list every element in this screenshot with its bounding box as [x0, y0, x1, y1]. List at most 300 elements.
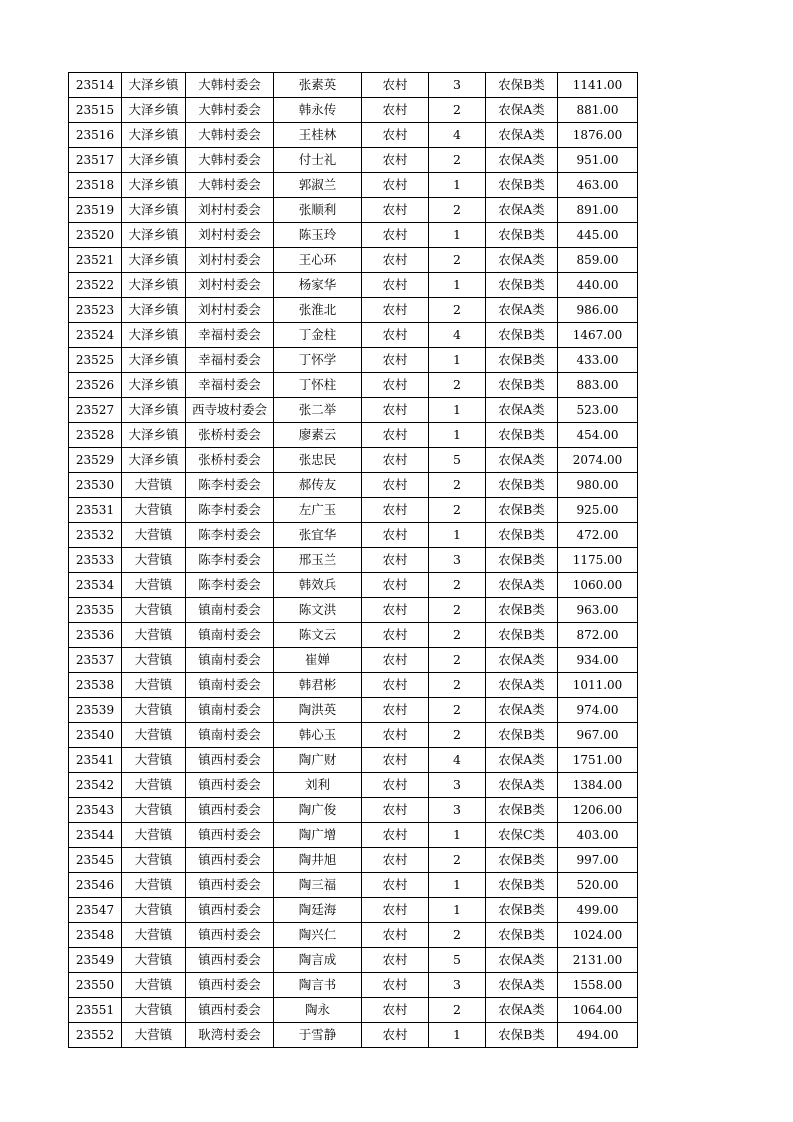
person-name-cell: 刘利 [274, 773, 362, 798]
insurance-category-cell: 农保B类 [486, 323, 558, 348]
record-id-cell: 23539 [69, 698, 122, 723]
amount-cell: 934.00 [558, 648, 638, 673]
insurance-category-cell: 农保A类 [486, 773, 558, 798]
record-id-cell: 23545 [69, 848, 122, 873]
family-size-cell: 3 [429, 798, 486, 823]
family-size-cell: 3 [429, 548, 486, 573]
village-committee-cell: 镇西村委会 [186, 748, 274, 773]
family-size-cell: 2 [429, 648, 486, 673]
village-committee-cell: 镇南村委会 [186, 648, 274, 673]
family-size-cell: 1 [429, 423, 486, 448]
person-name-cell: 张二举 [274, 398, 362, 423]
record-id-cell: 23537 [69, 648, 122, 673]
table-row [69, 873, 638, 898]
table-row [69, 123, 638, 148]
household-type-cell: 农村 [362, 473, 429, 498]
table-row [69, 673, 638, 698]
family-size-cell: 1 [429, 173, 486, 198]
amount-cell: 1384.00 [558, 773, 638, 798]
township-cell: 大营镇 [122, 573, 186, 598]
township-cell: 大泽乡镇 [122, 123, 186, 148]
table-row [69, 148, 638, 173]
village-committee-cell: 刘村村委会 [186, 223, 274, 248]
village-committee-cell: 镇西村委会 [186, 948, 274, 973]
person-name-cell: 韩君彬 [274, 673, 362, 698]
household-type-cell: 农村 [362, 623, 429, 648]
amount-cell: 1011.00 [558, 673, 638, 698]
household-type-cell: 农村 [362, 223, 429, 248]
village-committee-cell: 张桥村委会 [186, 448, 274, 473]
amount-cell: 1206.00 [558, 798, 638, 823]
household-type-cell: 农村 [362, 848, 429, 873]
amount-cell: 967.00 [558, 723, 638, 748]
record-id-cell: 23547 [69, 898, 122, 923]
village-committee-cell: 陈李村委会 [186, 498, 274, 523]
amount-cell: 1558.00 [558, 973, 638, 998]
family-size-cell: 3 [429, 973, 486, 998]
household-type-cell: 农村 [362, 773, 429, 798]
record-id-cell: 23527 [69, 398, 122, 423]
insurance-category-cell: 农保B类 [486, 798, 558, 823]
insurance-category-cell: 农保B类 [486, 848, 558, 873]
amount-cell: 1751.00 [558, 748, 638, 773]
village-committee-cell: 镇西村委会 [186, 873, 274, 898]
village-committee-cell: 镇西村委会 [186, 973, 274, 998]
amount-cell: 454.00 [558, 423, 638, 448]
person-name-cell: 张宜华 [274, 523, 362, 548]
insurance-category-cell: 农保B类 [486, 923, 558, 948]
household-type-cell: 农村 [362, 798, 429, 823]
family-size-cell: 1 [429, 873, 486, 898]
family-size-cell: 4 [429, 748, 486, 773]
household-type-cell: 农村 [362, 398, 429, 423]
person-name-cell: 陶广增 [274, 823, 362, 848]
insurance-category-cell: 农保A类 [486, 98, 558, 123]
village-committee-cell: 镇南村委会 [186, 623, 274, 648]
family-size-cell: 1 [429, 823, 486, 848]
family-size-cell: 2 [429, 248, 486, 273]
village-committee-cell: 镇西村委会 [186, 798, 274, 823]
insurance-category-cell: 农保A类 [486, 398, 558, 423]
amount-cell: 986.00 [558, 298, 638, 323]
table-row [69, 748, 638, 773]
insurance-category-cell: 农保B类 [486, 73, 558, 98]
person-name-cell: 王心环 [274, 248, 362, 273]
insurance-category-cell: 农保A类 [486, 948, 558, 973]
amount-cell: 883.00 [558, 373, 638, 398]
insurance-category-cell: 农保B类 [486, 548, 558, 573]
record-id-cell: 23518 [69, 173, 122, 198]
record-id-cell: 23529 [69, 448, 122, 473]
household-type-cell: 农村 [362, 973, 429, 998]
table-row [69, 173, 638, 198]
family-size-cell: 4 [429, 123, 486, 148]
township-cell: 大泽乡镇 [122, 373, 186, 398]
person-name-cell: 郭淑兰 [274, 173, 362, 198]
household-type-cell: 农村 [362, 948, 429, 973]
table-row [69, 198, 638, 223]
record-id-cell: 23541 [69, 748, 122, 773]
table-row [69, 823, 638, 848]
household-type-cell: 农村 [362, 698, 429, 723]
record-id-cell: 23548 [69, 923, 122, 948]
person-name-cell: 陶廷海 [274, 898, 362, 923]
table-row [69, 648, 638, 673]
township-cell: 大营镇 [122, 873, 186, 898]
family-size-cell: 3 [429, 73, 486, 98]
township-cell: 大泽乡镇 [122, 98, 186, 123]
record-id-cell: 23522 [69, 273, 122, 298]
family-size-cell: 5 [429, 448, 486, 473]
amount-cell: 499.00 [558, 898, 638, 923]
township-cell: 大泽乡镇 [122, 423, 186, 448]
village-committee-cell: 镇南村委会 [186, 598, 274, 623]
household-type-cell: 农村 [362, 348, 429, 373]
amount-cell: 980.00 [558, 473, 638, 498]
record-id-cell: 23531 [69, 498, 122, 523]
person-name-cell: 陶三福 [274, 873, 362, 898]
amount-cell: 1060.00 [558, 573, 638, 598]
family-size-cell: 1 [429, 898, 486, 923]
records-table-body [69, 73, 638, 1048]
insurance-category-cell: 农保A类 [486, 148, 558, 173]
table-row [69, 723, 638, 748]
village-committee-cell: 陈李村委会 [186, 523, 274, 548]
village-committee-cell: 幸福村委会 [186, 323, 274, 348]
township-cell: 大泽乡镇 [122, 248, 186, 273]
township-cell: 大营镇 [122, 973, 186, 998]
township-cell: 大泽乡镇 [122, 448, 186, 473]
person-name-cell: 陈文洪 [274, 598, 362, 623]
record-id-cell: 23523 [69, 298, 122, 323]
household-type-cell: 农村 [362, 448, 429, 473]
family-size-cell: 1 [429, 273, 486, 298]
person-name-cell: 张忠民 [274, 448, 362, 473]
household-type-cell: 农村 [362, 298, 429, 323]
family-size-cell: 2 [429, 573, 486, 598]
township-cell: 大营镇 [122, 748, 186, 773]
household-type-cell: 农村 [362, 723, 429, 748]
village-committee-cell: 镇西村委会 [186, 773, 274, 798]
household-type-cell: 农村 [362, 598, 429, 623]
record-id-cell: 23540 [69, 723, 122, 748]
table-row [69, 898, 638, 923]
record-id-cell: 23538 [69, 673, 122, 698]
household-type-cell: 农村 [362, 423, 429, 448]
township-cell: 大营镇 [122, 823, 186, 848]
record-id-cell: 23551 [69, 998, 122, 1023]
amount-cell: 974.00 [558, 698, 638, 723]
person-name-cell: 丁怀学 [274, 348, 362, 373]
household-type-cell: 农村 [362, 123, 429, 148]
family-size-cell: 1 [429, 223, 486, 248]
records-table [68, 72, 638, 1048]
family-size-cell: 2 [429, 623, 486, 648]
household-type-cell: 农村 [362, 498, 429, 523]
table-row [69, 398, 638, 423]
township-cell: 大营镇 [122, 523, 186, 548]
household-type-cell: 农村 [362, 98, 429, 123]
amount-cell: 891.00 [558, 198, 638, 223]
record-id-cell: 23519 [69, 198, 122, 223]
township-cell: 大营镇 [122, 923, 186, 948]
table-row [69, 223, 638, 248]
amount-cell: 520.00 [558, 873, 638, 898]
amount-cell: 403.00 [558, 823, 638, 848]
person-name-cell: 张顺利 [274, 198, 362, 223]
table-row [69, 948, 638, 973]
township-cell: 大营镇 [122, 548, 186, 573]
record-id-cell: 23524 [69, 323, 122, 348]
township-cell: 大泽乡镇 [122, 348, 186, 373]
person-name-cell: 崔婵 [274, 648, 362, 673]
insurance-category-cell: 农保B类 [486, 1023, 558, 1048]
village-committee-cell: 大韩村委会 [186, 98, 274, 123]
insurance-category-cell: 农保A类 [486, 698, 558, 723]
record-id-cell: 23534 [69, 573, 122, 598]
person-name-cell: 陶洪英 [274, 698, 362, 723]
family-size-cell: 1 [429, 398, 486, 423]
township-cell: 大泽乡镇 [122, 273, 186, 298]
township-cell: 大泽乡镇 [122, 223, 186, 248]
person-name-cell: 陶广财 [274, 748, 362, 773]
township-cell: 大泽乡镇 [122, 148, 186, 173]
family-size-cell: 2 [429, 698, 486, 723]
household-type-cell: 农村 [362, 248, 429, 273]
township-cell: 大泽乡镇 [122, 173, 186, 198]
table-row [69, 498, 638, 523]
table-row [69, 348, 638, 373]
amount-cell: 2131.00 [558, 948, 638, 973]
village-committee-cell: 幸福村委会 [186, 348, 274, 373]
table-row [69, 698, 638, 723]
record-id-cell: 23521 [69, 248, 122, 273]
person-name-cell: 王桂林 [274, 123, 362, 148]
family-size-cell: 5 [429, 948, 486, 973]
insurance-category-cell: 农保B类 [486, 498, 558, 523]
family-size-cell: 2 [429, 373, 486, 398]
household-type-cell: 农村 [362, 198, 429, 223]
township-cell: 大营镇 [122, 848, 186, 873]
village-committee-cell: 刘村村委会 [186, 198, 274, 223]
amount-cell: 925.00 [558, 498, 638, 523]
table-row [69, 298, 638, 323]
village-committee-cell: 镇西村委会 [186, 823, 274, 848]
amount-cell: 463.00 [558, 173, 638, 198]
insurance-category-cell: 农保B类 [486, 598, 558, 623]
table-row [69, 248, 638, 273]
family-size-cell: 2 [429, 473, 486, 498]
person-name-cell: 张淮北 [274, 298, 362, 323]
insurance-category-cell: 农保B类 [486, 723, 558, 748]
insurance-category-cell: 农保B类 [486, 523, 558, 548]
amount-cell: 963.00 [558, 598, 638, 623]
village-committee-cell: 陈李村委会 [186, 473, 274, 498]
table-row [69, 798, 638, 823]
insurance-category-cell: 农保A类 [486, 123, 558, 148]
amount-cell: 445.00 [558, 223, 638, 248]
table-row [69, 598, 638, 623]
record-id-cell: 23552 [69, 1023, 122, 1048]
household-type-cell: 农村 [362, 673, 429, 698]
household-type-cell: 农村 [362, 148, 429, 173]
record-id-cell: 23516 [69, 123, 122, 148]
household-type-cell: 农村 [362, 1023, 429, 1048]
township-cell: 大营镇 [122, 773, 186, 798]
amount-cell: 1064.00 [558, 998, 638, 1023]
village-committee-cell: 镇南村委会 [186, 723, 274, 748]
village-committee-cell: 镇西村委会 [186, 898, 274, 923]
amount-cell: 872.00 [558, 623, 638, 648]
insurance-category-cell: 农保B类 [486, 373, 558, 398]
township-cell: 大营镇 [122, 498, 186, 523]
amount-cell: 2074.00 [558, 448, 638, 473]
household-type-cell: 农村 [362, 173, 429, 198]
table-row [69, 323, 638, 348]
household-type-cell: 农村 [362, 73, 429, 98]
person-name-cell: 丁金柱 [274, 323, 362, 348]
amount-cell: 1876.00 [558, 123, 638, 148]
insurance-category-cell: 农保A类 [486, 573, 558, 598]
township-cell: 大营镇 [122, 798, 186, 823]
amount-cell: 859.00 [558, 248, 638, 273]
amount-cell: 472.00 [558, 523, 638, 548]
insurance-category-cell: 农保A类 [486, 448, 558, 473]
record-id-cell: 23532 [69, 523, 122, 548]
township-cell: 大营镇 [122, 648, 186, 673]
insurance-category-cell: 农保B类 [486, 873, 558, 898]
record-id-cell: 23514 [69, 73, 122, 98]
family-size-cell: 2 [429, 148, 486, 173]
household-type-cell: 农村 [362, 323, 429, 348]
village-committee-cell: 西寺坡村委会 [186, 398, 274, 423]
insurance-category-cell: 农保A类 [486, 648, 558, 673]
amount-cell: 1175.00 [558, 548, 638, 573]
amount-cell: 1141.00 [558, 73, 638, 98]
person-name-cell: 廖素云 [274, 423, 362, 448]
township-cell: 大营镇 [122, 1023, 186, 1048]
amount-cell: 523.00 [558, 398, 638, 423]
family-size-cell: 2 [429, 498, 486, 523]
insurance-category-cell: 农保B类 [486, 473, 558, 498]
village-committee-cell: 大韩村委会 [186, 173, 274, 198]
insurance-category-cell: 农保B类 [486, 623, 558, 648]
village-committee-cell: 大韩村委会 [186, 148, 274, 173]
person-name-cell: 左广玉 [274, 498, 362, 523]
household-type-cell: 农村 [362, 573, 429, 598]
village-committee-cell: 镇南村委会 [186, 698, 274, 723]
township-cell: 大营镇 [122, 473, 186, 498]
record-id-cell: 23536 [69, 623, 122, 648]
family-size-cell: 2 [429, 598, 486, 623]
person-name-cell: 付士礼 [274, 148, 362, 173]
record-id-cell: 23528 [69, 423, 122, 448]
person-name-cell: 陈玉玲 [274, 223, 362, 248]
village-committee-cell: 张桥村委会 [186, 423, 274, 448]
household-type-cell: 农村 [362, 923, 429, 948]
township-cell: 大泽乡镇 [122, 298, 186, 323]
table-row [69, 523, 638, 548]
record-id-cell: 23526 [69, 373, 122, 398]
insurance-category-cell: 农保B类 [486, 898, 558, 923]
insurance-category-cell: 农保B类 [486, 423, 558, 448]
table-row [69, 998, 638, 1023]
township-cell: 大泽乡镇 [122, 398, 186, 423]
village-committee-cell: 陈李村委会 [186, 548, 274, 573]
record-id-cell: 23544 [69, 823, 122, 848]
family-size-cell: 2 [429, 998, 486, 1023]
table-row [69, 548, 638, 573]
insurance-category-cell: 农保A类 [486, 673, 558, 698]
township-cell: 大营镇 [122, 598, 186, 623]
amount-cell: 433.00 [558, 348, 638, 373]
insurance-category-cell: 农保B类 [486, 273, 558, 298]
insurance-category-cell: 农保A类 [486, 298, 558, 323]
amount-cell: 997.00 [558, 848, 638, 873]
record-id-cell: 23542 [69, 773, 122, 798]
township-cell: 大泽乡镇 [122, 198, 186, 223]
record-id-cell: 23515 [69, 98, 122, 123]
insurance-category-cell: 农保A类 [486, 248, 558, 273]
township-cell: 大营镇 [122, 998, 186, 1023]
township-cell: 大营镇 [122, 723, 186, 748]
table-row [69, 623, 638, 648]
person-name-cell: 陶永 [274, 998, 362, 1023]
family-size-cell: 2 [429, 298, 486, 323]
record-id-cell: 23520 [69, 223, 122, 248]
family-size-cell: 1 [429, 1023, 486, 1048]
record-id-cell: 23533 [69, 548, 122, 573]
person-name-cell: 张素英 [274, 73, 362, 98]
family-size-cell: 1 [429, 523, 486, 548]
family-size-cell: 2 [429, 198, 486, 223]
village-committee-cell: 大韩村委会 [186, 73, 274, 98]
table-row [69, 73, 638, 98]
record-id-cell: 23543 [69, 798, 122, 823]
table-row [69, 473, 638, 498]
family-size-cell: 4 [429, 323, 486, 348]
person-name-cell: 韩效兵 [274, 573, 362, 598]
record-id-cell: 23546 [69, 873, 122, 898]
person-name-cell: 韩心玉 [274, 723, 362, 748]
record-id-cell: 23549 [69, 948, 122, 973]
family-size-cell: 3 [429, 773, 486, 798]
table-row [69, 848, 638, 873]
household-type-cell: 农村 [362, 873, 429, 898]
township-cell: 大泽乡镇 [122, 323, 186, 348]
table-row [69, 773, 638, 798]
household-type-cell: 农村 [362, 898, 429, 923]
table-row [69, 98, 638, 123]
amount-cell: 1024.00 [558, 923, 638, 948]
record-id-cell: 23530 [69, 473, 122, 498]
village-committee-cell: 镇西村委会 [186, 923, 274, 948]
person-name-cell: 郝传友 [274, 473, 362, 498]
family-size-cell: 2 [429, 848, 486, 873]
record-id-cell: 23525 [69, 348, 122, 373]
person-name-cell: 于雪静 [274, 1023, 362, 1048]
township-cell: 大泽乡镇 [122, 73, 186, 98]
township-cell: 大营镇 [122, 698, 186, 723]
village-committee-cell: 大韩村委会 [186, 123, 274, 148]
insurance-category-cell: 农保C类 [486, 823, 558, 848]
table-row [69, 423, 638, 448]
table-row [69, 273, 638, 298]
village-committee-cell: 耿湾村委会 [186, 1023, 274, 1048]
insurance-category-cell: 农保A类 [486, 998, 558, 1023]
family-size-cell: 2 [429, 673, 486, 698]
township-cell: 大营镇 [122, 673, 186, 698]
